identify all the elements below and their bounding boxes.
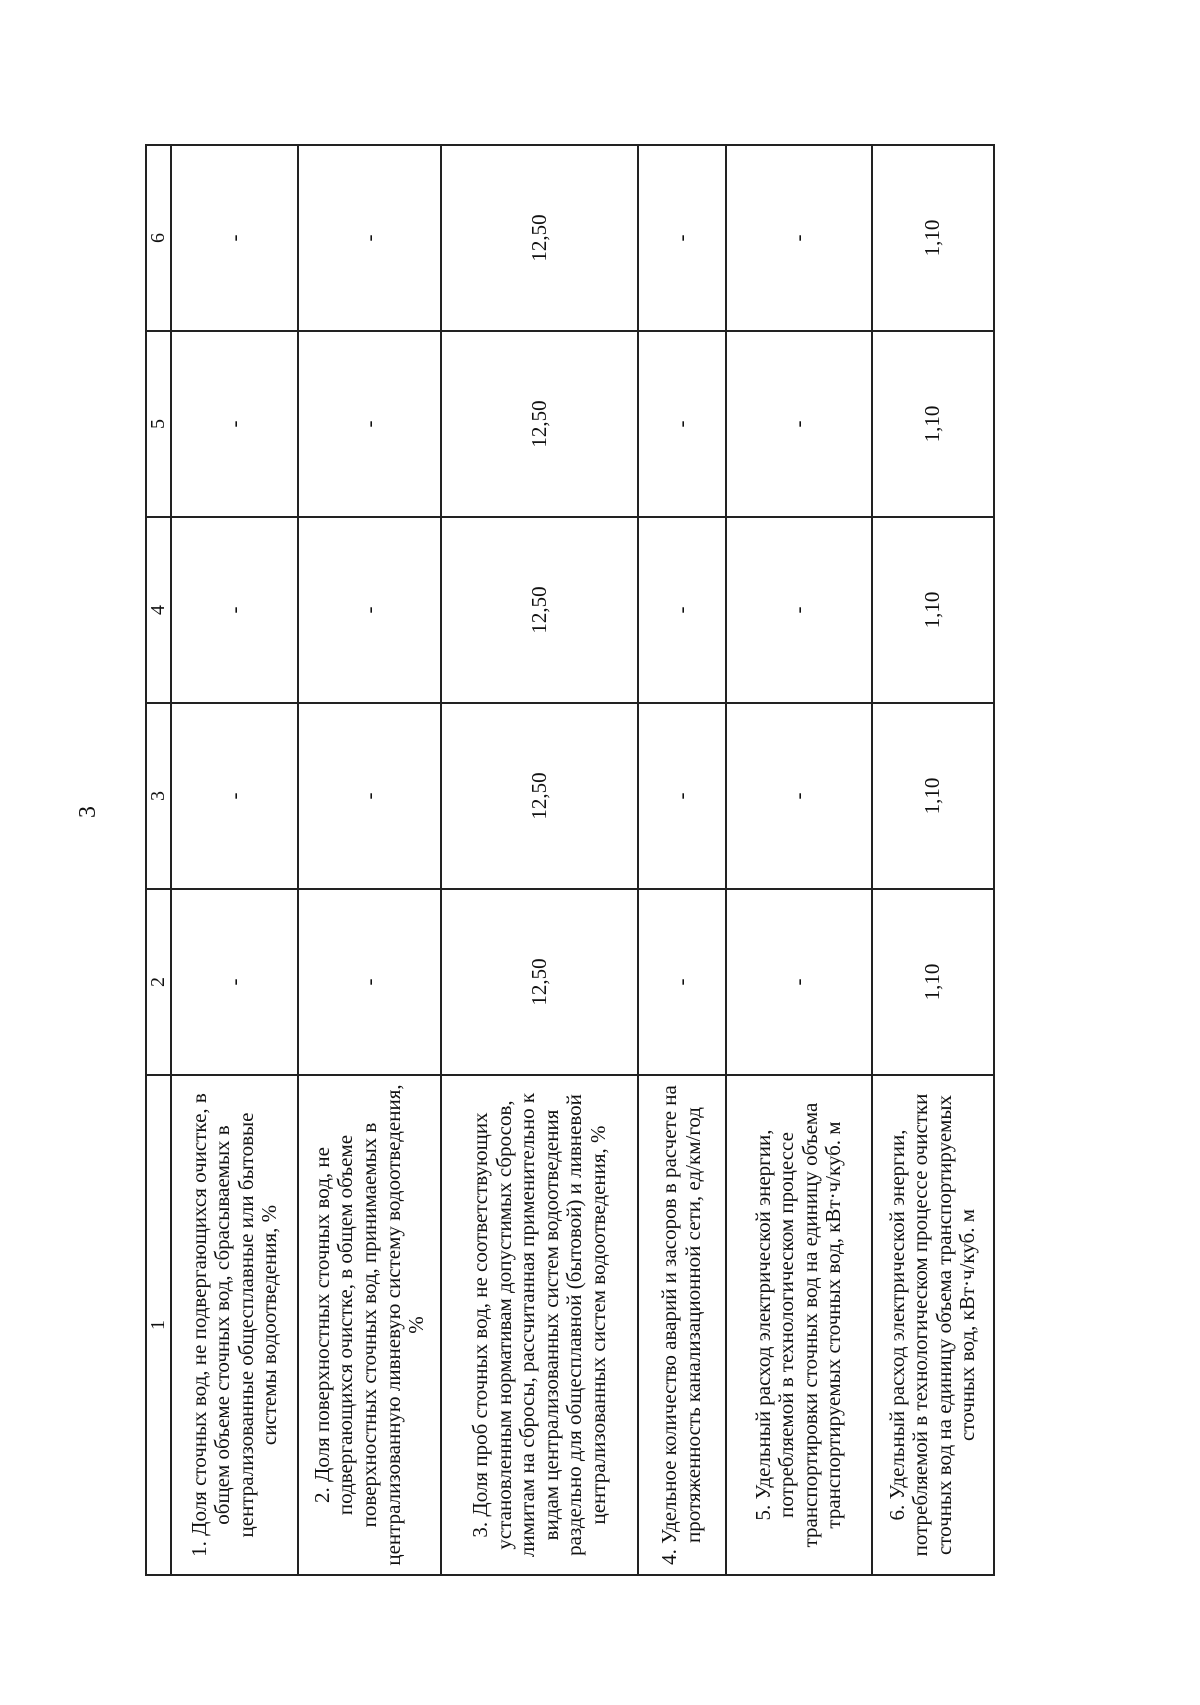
indicator-value: - [298, 703, 441, 889]
indicator-value: 12,50 [441, 331, 638, 517]
indicator-value: 1,10 [872, 889, 994, 1075]
column-header: 4 [146, 517, 171, 703]
table-row [726, 145, 872, 1575]
indicator-value: - [171, 517, 298, 703]
column-header: 5 [146, 331, 171, 517]
table-row [872, 145, 994, 1575]
indicator-value: 12,50 [441, 889, 638, 1075]
indicator-value: - [638, 889, 726, 1075]
indicator-value: 12,50 [441, 703, 638, 889]
indicator-value: - [638, 331, 726, 517]
indicator-value: - [171, 889, 298, 1075]
indicator-value: - [726, 331, 872, 517]
column-header: 3 [146, 703, 171, 889]
indicator-value: - [638, 145, 726, 331]
indicator-value: 1,10 [872, 703, 994, 889]
indicator-value: - [171, 703, 298, 889]
indicator-value: - [298, 889, 441, 1075]
indicator-value: 12,50 [441, 145, 638, 331]
indicator-value: - [726, 145, 872, 331]
indicator-label: 3. Доля проб сточных вод, не соответствующих установленным нормативам допустимых сбросов, лимитам на сбросы, рассчитанная применительно к видам централизованных систем водоотведения раздельно для общесплавной (бытовой) и ливневой централизованных систем водоотведения, % [441, 1075, 638, 1575]
table-row [171, 145, 298, 1575]
indicator-label: 2. Доля поверхностных сточных вод, не подвергающихся очистке, в общем объеме поверхностных сточных вод, принимаемых в централизованную ливневую систему водоотведения, % [298, 1075, 441, 1575]
indicator-label: 5. Удельный расход электрической энергии, потребляемой в технологическом процессе транспортировки сточных вод на единицу объема транспортируемых сточных вод, кВт·ч/куб. м [726, 1075, 872, 1575]
indicator-value: 1,10 [872, 145, 994, 331]
indicator-value: - [171, 331, 298, 517]
table-row [298, 145, 441, 1575]
indicator-value: - [726, 703, 872, 889]
indicator-value: - [638, 517, 726, 703]
table-header-row [146, 145, 171, 1575]
indicator-value: 12,50 [441, 517, 638, 703]
column-header: 6 [146, 145, 171, 331]
indicator-value: - [726, 517, 872, 703]
table-row [638, 145, 726, 1575]
indicator-value: - [171, 145, 298, 331]
table-row [441, 145, 638, 1575]
indicator-label: 6. Удельный расход электрической энергии, потребляемой в технологическом процессе очистки сточных вод на единицу объема транспортируемых сточных вод, кВт·ч/куб. м [872, 1075, 994, 1575]
indicator-label: 4. Удельное количество аварий и засоров в расчете на протяженность канализационной сети, ед/км/год [638, 1075, 726, 1575]
indicator-value: 1,10 [872, 331, 994, 517]
page-number: 3 [75, 806, 101, 818]
indicator-value: - [298, 145, 441, 331]
column-header: 1 [146, 1075, 171, 1575]
column-header: 2 [146, 889, 171, 1075]
indicator-label: 1. Доля сточных вод, не подвергающихся очистке, в общем объеме сточных вод, сбрасываемых в централизованные общесплавные или бытовые системы водоотведения, % [171, 1075, 298, 1575]
indicator-value: - [638, 703, 726, 889]
indicators-table [145, 144, 995, 1576]
indicator-value: 1,10 [872, 517, 994, 703]
indicator-value: - [298, 331, 441, 517]
indicator-value: - [726, 889, 872, 1075]
indicator-value: - [298, 517, 441, 703]
